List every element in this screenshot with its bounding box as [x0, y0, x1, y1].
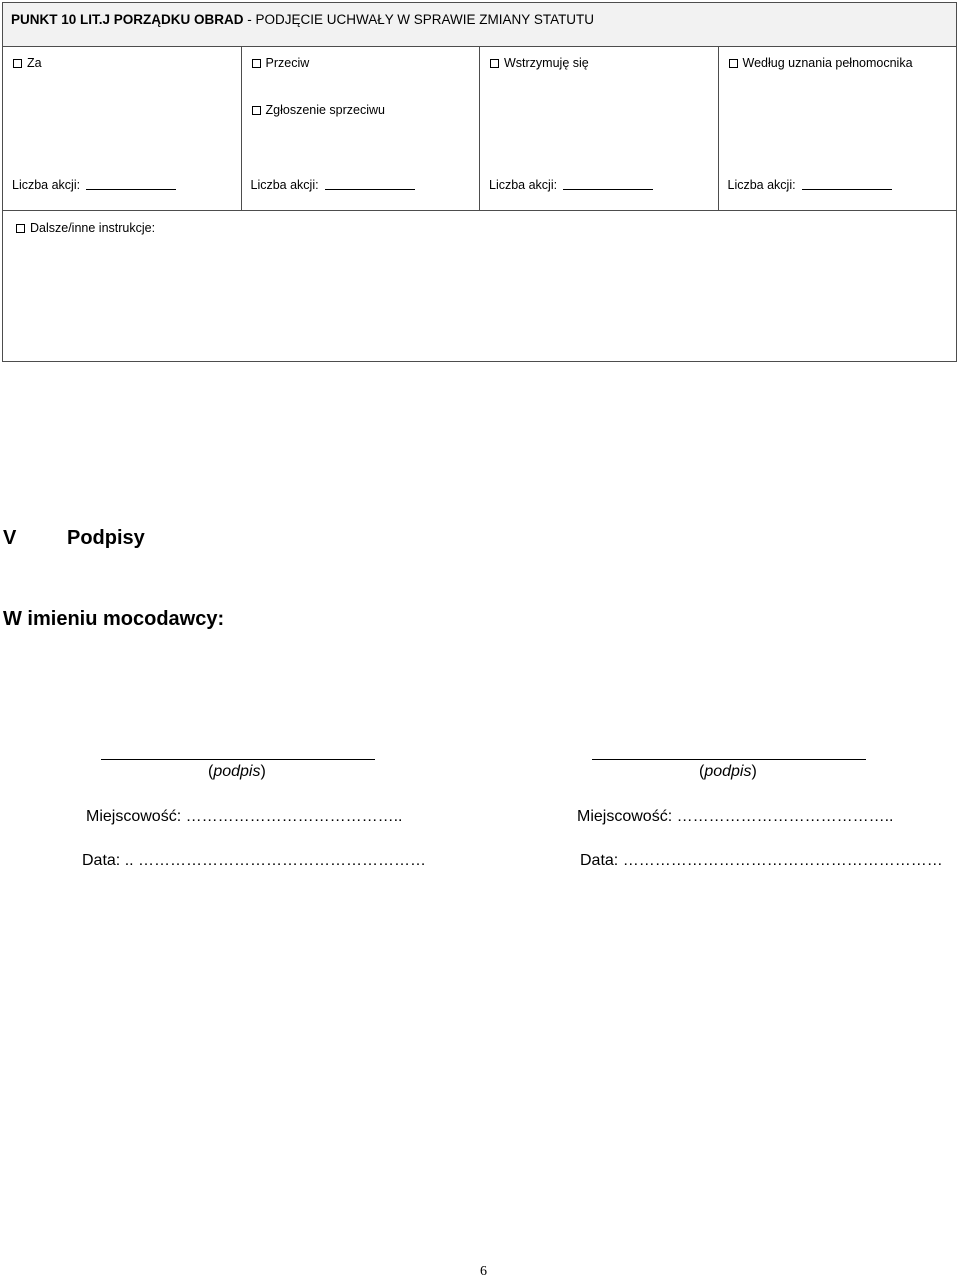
resolution-title-bold: PUNKT 10 LIT.J PORZĄDKU OBRAD: [11, 12, 244, 27]
option-dalsze-instrukcje[interactable]: [16, 221, 155, 235]
option-wstrzymuje-label: Wstrzymuję się: [504, 56, 589, 70]
share-count-wedlug: [728, 177, 892, 192]
share-count-label: Liczba akcji:: [250, 178, 319, 192]
section-number: V: [3, 527, 17, 549]
instructions-label: Dalsze/inne instrukcje:: [30, 221, 156, 235]
share-count-label: Liczba akcji:: [489, 178, 558, 192]
resolution-form: [2, 2, 957, 362]
checkbox-icon[interactable]: [13, 59, 22, 68]
checkbox-icon[interactable]: [252, 106, 261, 115]
instructions-cell[interactable]: [3, 211, 957, 362]
option-wedlug-uznania[interactable]: [729, 56, 913, 70]
option-wstrzymuje[interactable]: [490, 56, 589, 70]
option-za-label: Za: [27, 56, 42, 70]
vote-cell-przeciw: [241, 47, 480, 211]
date-field-left[interactable]: Data: .. ………………………………………………: [82, 852, 427, 869]
checkbox-icon[interactable]: [252, 59, 261, 68]
vote-cell-wedlug: [718, 47, 957, 211]
share-count-przeciw: [251, 177, 415, 192]
option-zgloszenie-label: Zgłoszenie sprzeciwu: [265, 103, 385, 117]
date-field-right[interactable]: Data: ……………………………………………………: [580, 852, 943, 869]
resolution-title-rest: - PODJĘCIE UCHWAŁY W SPRAWIE ZMIANY STATUTU: [243, 12, 595, 27]
share-count-field[interactable]: [325, 177, 415, 190]
signature-caption-left: (podpis): [208, 763, 266, 780]
vote-cell-za: [3, 47, 242, 211]
signature-caption-text: podpis: [213, 763, 261, 780]
share-count-label: Liczba akcji:: [12, 178, 81, 192]
section-heading: [3, 527, 145, 550]
resolution-title: [3, 3, 957, 47]
signature-line-right[interactable]: [592, 759, 866, 760]
signature-line-left[interactable]: [101, 759, 375, 760]
signature-caption-text: podpis: [704, 763, 752, 780]
checkbox-icon[interactable]: [729, 59, 738, 68]
place-field-right[interactable]: Miejscowość: …………………………………..: [577, 808, 894, 825]
share-count-field[interactable]: [86, 177, 176, 190]
signature-caption-right: (podpis): [699, 763, 757, 780]
option-za[interactable]: [13, 56, 42, 70]
place-field-left[interactable]: Miejscowość: …………………………………..: [86, 808, 403, 825]
share-count-wstrzymuje: [489, 177, 653, 192]
share-count-field[interactable]: [802, 177, 892, 190]
page-number: 6: [480, 1264, 487, 1279]
section-title: Podpisy: [67, 527, 145, 549]
checkbox-icon[interactable]: [16, 224, 25, 233]
share-count-za: [12, 177, 176, 192]
principal-label: W imieniu mocodawcy:: [3, 608, 225, 630]
share-count-field[interactable]: [563, 177, 653, 190]
option-zgloszenie-sprzeciwu[interactable]: [252, 103, 386, 117]
option-wedlug-label: Według uznania pełnomocnika: [742, 56, 913, 70]
option-przeciw[interactable]: [252, 56, 310, 70]
option-przeciw-label: Przeciw: [265, 56, 310, 70]
share-count-label: Liczba akcji:: [727, 178, 796, 192]
vote-cell-wstrzymuje: [480, 47, 719, 211]
checkbox-icon[interactable]: [490, 59, 499, 68]
